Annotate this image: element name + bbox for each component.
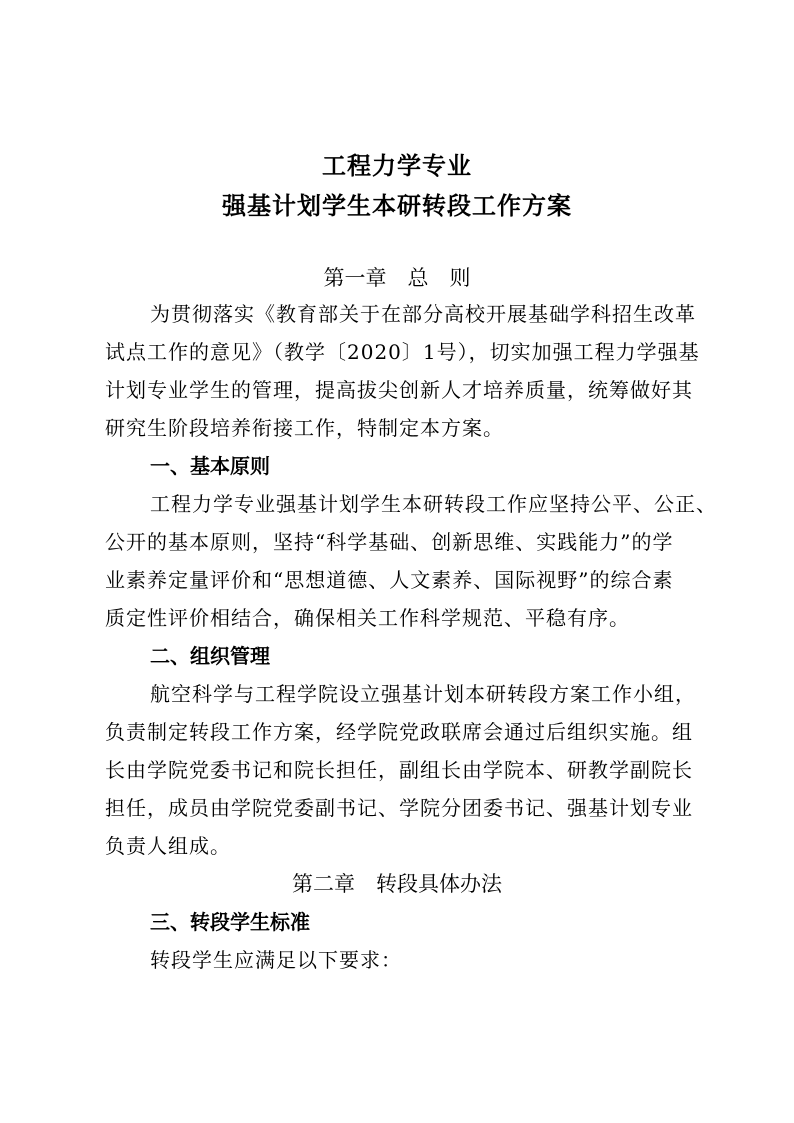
section-3-heading: 三、转段学生标准 <box>150 910 310 934</box>
document-title-line-1: 工程力学专业 <box>322 152 472 180</box>
section-2-line-1: 航空科学与工程学院设立强基计划本研转段方案工作小组， <box>150 682 696 706</box>
section-2-line-5: 负责人组成。 <box>105 834 231 858</box>
section-1-line-3: 业素养定量评价和“思想道德、人文素养、国际视野”的综合素 <box>105 568 674 592</box>
intro-line-1: 为贯彻落实《教育部关于在部分高校开展基础学科招生改革 <box>150 302 696 326</box>
chapter-2-heading: 第二章 转段具体办法 <box>292 872 502 896</box>
section-2-line-3: 长由学院党委书记和院长担任，副组长由学院本、研教学副院长 <box>105 758 693 782</box>
section-1-heading: 一、基本原则 <box>150 454 270 478</box>
section-1-line-2: 公开的基本原则，坚持“科学基础、创新思维、实践能力”的学 <box>105 530 674 554</box>
document-title-line-2: 强基计划学生本研转段工作方案 <box>222 192 572 220</box>
section-2-heading: 二、组织管理 <box>150 644 270 668</box>
intro-line-3: 计划专业学生的管理，提高拔尖创新人才培养质量，统筹做好其 <box>105 378 693 402</box>
section-2-line-2: 负责制定转段工作方案，经学院党政联席会通过后组织实施。组 <box>105 720 693 744</box>
section-1-line-1: 工程力学专业强基计划学生本研转段工作应坚持公平、公正、 <box>150 492 717 516</box>
section-3-line-1: 转段学生应满足以下要求： <box>150 948 402 972</box>
intro-line-2: 试点工作的意见》（教学〔2020〕1号），切实加强工程力学强基 <box>105 340 700 364</box>
chapter-1-heading: 第一章 总 则 <box>323 266 471 290</box>
intro-line-4: 研究生阶段培养衔接工作，特制定本方案。 <box>105 416 504 440</box>
section-1-line-4: 质定性评价相结合，确保相关工作科学规范、平稳有序。 <box>105 606 630 630</box>
section-2-line-4: 担任，成员由学院党委副书记、学院分团委书记、强基计划专业 <box>105 796 693 820</box>
